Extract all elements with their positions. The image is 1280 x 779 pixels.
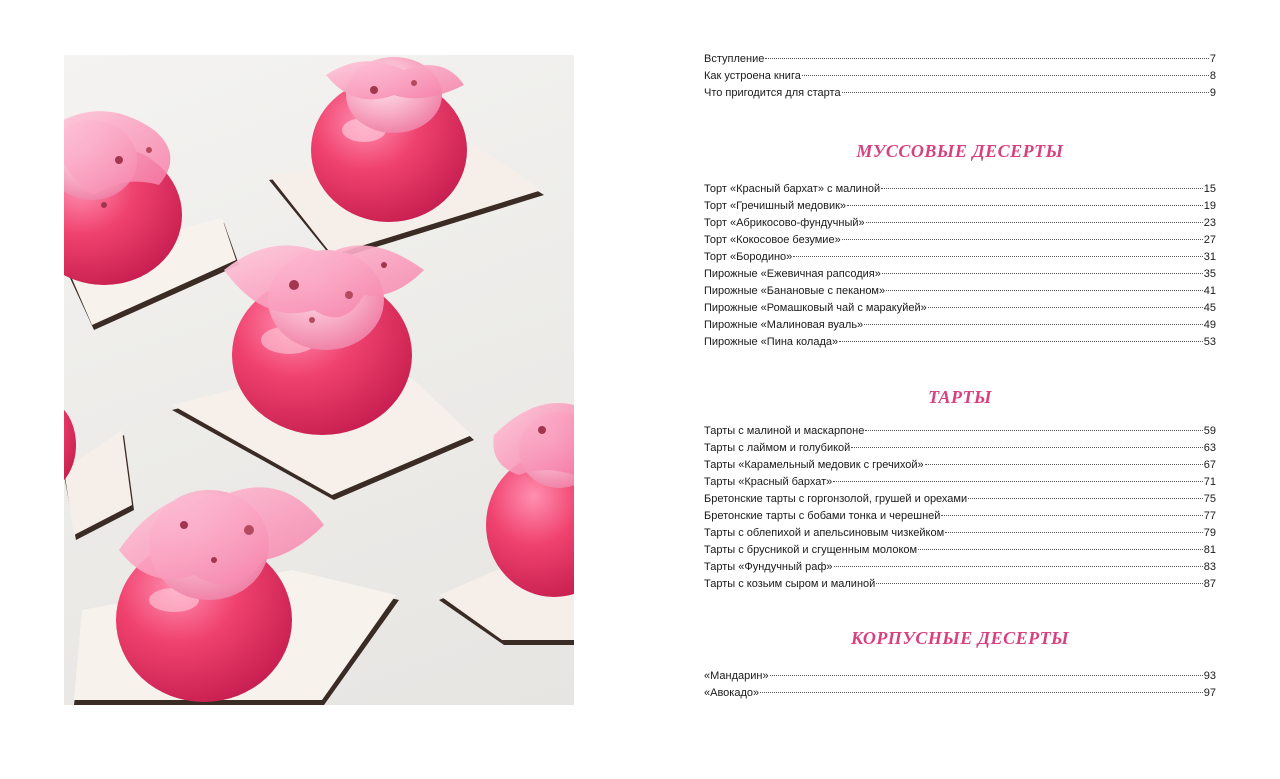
- entry-page: 9: [1209, 87, 1216, 99]
- entry-title: Тарты «Красный бархат»: [704, 476, 833, 488]
- toc-entry[interactable]: [704, 685, 1216, 702]
- toc-entry[interactable]: [704, 474, 1216, 491]
- entry-page: 23: [1203, 217, 1216, 229]
- pink-dessert-photo-illustration: [64, 55, 574, 705]
- toc-entry[interactable]: [704, 423, 1216, 440]
- toc-entry[interactable]: [704, 85, 1216, 102]
- entry-page: 35: [1203, 268, 1216, 280]
- toc-entry[interactable]: [704, 576, 1216, 593]
- entry-page: 71: [1203, 476, 1216, 488]
- entry-title: Торт «Абрикосово-фундучный»: [704, 217, 865, 229]
- toc-entry[interactable]: [704, 317, 1216, 334]
- dot-leader: [968, 498, 1203, 499]
- toc-entry[interactable]: [704, 266, 1216, 283]
- entry-title: Вступление: [704, 53, 765, 65]
- pink-dessert: [64, 111, 182, 285]
- dot-leader: [886, 290, 1203, 291]
- dot-leader: [839, 341, 1203, 342]
- entry-title: Пирожные «Банановые с пеканом»: [704, 285, 886, 297]
- toc-entry[interactable]: [704, 68, 1216, 85]
- entry-title: Пирожные «Пина колада»: [704, 336, 839, 348]
- entry-title: Бретонские тарты с горгонзолой, грушей и орехами: [704, 493, 968, 505]
- toc-entry[interactable]: [704, 232, 1216, 249]
- entry-page: 31: [1203, 251, 1216, 263]
- dot-leader: [842, 239, 1203, 240]
- entry-title: Торт «Кокосовое безумие»: [704, 234, 841, 246]
- dot-leader: [928, 307, 1203, 308]
- entry-title: Тарты с облепихой и апельсиновым чизкейком: [704, 527, 945, 539]
- entry-page: 59: [1203, 425, 1216, 437]
- toc-entry[interactable]: [704, 508, 1216, 525]
- entry-title: «Мандарин»: [704, 670, 769, 682]
- entry-title: Торт «Бородино»: [704, 251, 793, 263]
- entry-title: Что пригодится для старта: [704, 87, 841, 99]
- dot-leader: [925, 464, 1203, 465]
- dot-leader: [834, 566, 1203, 567]
- dot-leader: [760, 692, 1203, 693]
- toc-entry[interactable]: [704, 559, 1216, 576]
- entry-page: 45: [1203, 302, 1216, 314]
- entry-page: 8: [1209, 70, 1216, 82]
- toc-entry[interactable]: [704, 249, 1216, 266]
- entry-page: 63: [1203, 442, 1216, 454]
- dot-leader: [945, 532, 1203, 533]
- dot-leader: [866, 222, 1203, 223]
- entry-page: 53: [1203, 336, 1216, 348]
- dot-leader: [770, 675, 1203, 676]
- entry-title: Тарты с малиной и маскарпоне: [704, 425, 865, 437]
- dot-leader: [847, 205, 1203, 206]
- entry-page: 19: [1203, 200, 1216, 212]
- entry-page: 49: [1203, 319, 1216, 331]
- entry-title: Тарты с брусникой и сгущенным молоком: [704, 544, 918, 556]
- dot-leader: [793, 256, 1202, 257]
- dot-leader: [918, 549, 1203, 550]
- entry-title: Пирожные «Ежевичная рапсодия»: [704, 268, 881, 280]
- toc-entry[interactable]: [704, 440, 1216, 457]
- toc-entry[interactable]: [704, 198, 1216, 215]
- toc-entry[interactable]: [704, 215, 1216, 232]
- dot-leader: [881, 188, 1203, 189]
- toc-entry[interactable]: [704, 51, 1216, 68]
- entry-title: «Авокадо»: [704, 687, 760, 699]
- entry-title: Бретонские тарты с бобами тонка и черешней: [704, 510, 941, 522]
- dessert-photo: [64, 55, 574, 705]
- entry-title: Пирожные «Ромашковый чай с маракуйей»: [704, 302, 927, 314]
- toc-entry[interactable]: [704, 491, 1216, 508]
- toc-entry[interactable]: [704, 525, 1216, 542]
- dot-leader: [851, 447, 1202, 448]
- dot-leader: [941, 515, 1202, 516]
- entry-page: 97: [1203, 687, 1216, 699]
- entry-title: Торт «Гречишный медовик»: [704, 200, 847, 212]
- entry-page: 7: [1209, 53, 1216, 65]
- table-of-contents: [704, 51, 1216, 702]
- toc-entry[interactable]: [704, 542, 1216, 559]
- dot-leader: [842, 92, 1209, 93]
- dot-leader: [833, 481, 1203, 482]
- entry-title: Тарты «Фундучный раф»: [704, 561, 833, 573]
- dot-leader: [864, 324, 1203, 325]
- entry-title: Как устроена книга: [704, 70, 801, 82]
- entry-title: Торт «Красный бархат» с малиной: [704, 183, 881, 195]
- entry-page: 79: [1203, 527, 1216, 539]
- pink-dessert: [311, 57, 467, 222]
- toc-entry[interactable]: [704, 283, 1216, 300]
- entry-page: 41: [1203, 285, 1216, 297]
- entry-page: 93: [1203, 670, 1216, 682]
- section-heading: КОРПУСНЫЕ ДЕСЕРТЫ: [850, 628, 1070, 648]
- toc-entry[interactable]: [704, 668, 1216, 685]
- dot-leader: [876, 583, 1202, 584]
- entry-page: 67: [1203, 459, 1216, 471]
- dot-leader: [882, 273, 1203, 274]
- pink-dessert: [486, 403, 574, 597]
- section-list: [704, 181, 1216, 351]
- toc-entry[interactable]: [704, 300, 1216, 317]
- entry-page: 83: [1203, 561, 1216, 573]
- entry-page: 77: [1203, 510, 1216, 522]
- dot-leader: [865, 430, 1202, 431]
- entry-title: Тарты с козьим сыром и малиной: [704, 578, 876, 590]
- section-list: [704, 423, 1216, 593]
- entry-page: 27: [1203, 234, 1216, 246]
- entry-page: 15: [1203, 183, 1216, 195]
- intro-list: [704, 51, 1216, 102]
- dot-leader: [802, 75, 1209, 76]
- toc-entry[interactable]: [704, 457, 1216, 474]
- toc-entry[interactable]: [704, 181, 1216, 198]
- entry-title: Тарты с лаймом и голубикой: [704, 442, 851, 454]
- entry-title: Пирожные «Малиновая вуаль»: [704, 319, 864, 331]
- dot-leader: [765, 58, 1209, 59]
- section-heading: ТАРТЫ: [928, 387, 992, 407]
- section-heading: МУССОВЫЕ ДЕСЕРТЫ: [856, 141, 1064, 161]
- entry-page: 81: [1203, 544, 1216, 556]
- entry-page: 75: [1203, 493, 1216, 505]
- section-list: [704, 668, 1216, 702]
- entry-page: 87: [1203, 578, 1216, 590]
- toc-entry[interactable]: [704, 334, 1216, 351]
- entry-title: Тарты «Карамельный медовик с гречихой»: [704, 459, 924, 471]
